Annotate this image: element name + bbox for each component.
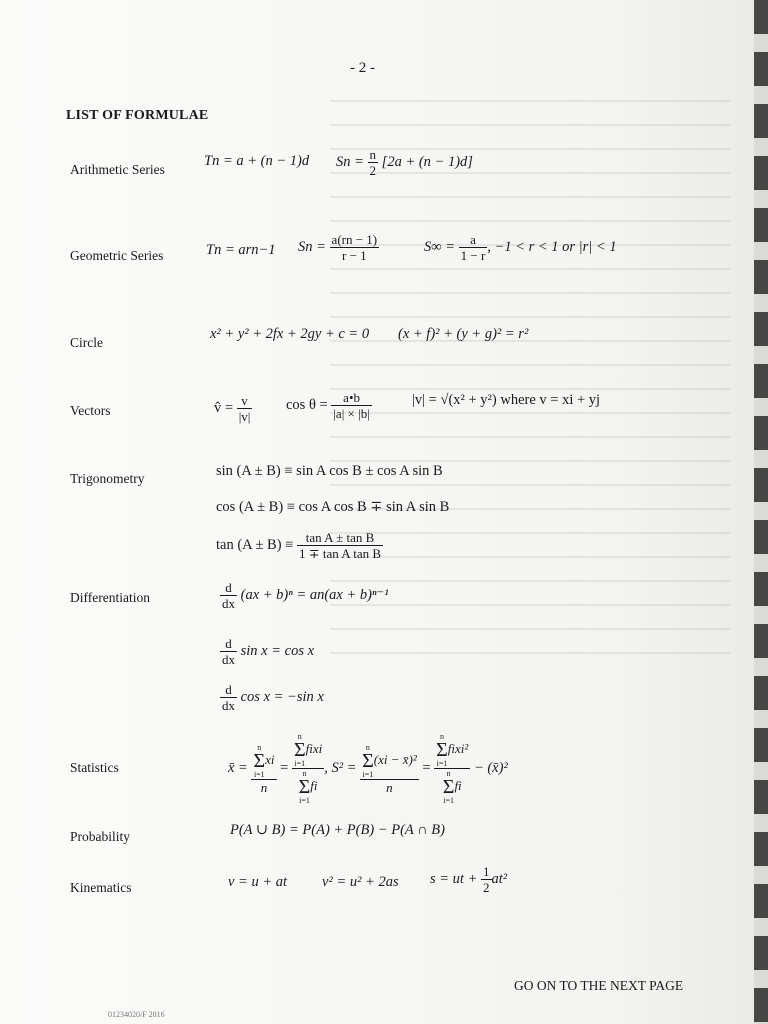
formula-statistics: x̄ = n Σ i=1 xi n = n Σ i=1 fixi n Σ i=1 fi , S² = n Σ i=1 (xi − x̄)² n = n Σ i=1 fixi² n Σ i=1 fi − (x̄)²	[228, 732, 508, 805]
topic-trigonometry: Trigonometry	[70, 471, 145, 486]
topic-statistics: Statistics	[70, 760, 119, 775]
formula-geo-tn: Tn = arn−1	[206, 242, 276, 258]
formula-unit-vector: v̂ = $\frac{v}{|v|}$	[214, 393, 251, 424]
formula-arith-sn: Sn = $\frac{n}{2}$ [2a + (n − 1)d]	[336, 147, 473, 178]
page-number: - 2 -	[350, 60, 375, 76]
formula-geo-sinf: S∞ = $\frac{a}{1 - r}$ , −1 < r < 1 or |r| < 1	[424, 232, 617, 263]
formula-cos-theta: cos θ = $\frac{a•b}{|a| \times |b|}$	[286, 390, 370, 421]
formula-kin-v-squared: v² = u² + 2as	[322, 874, 399, 890]
page-title: LIST OF FORMULAE	[66, 108, 209, 123]
topic-probability: Probability	[70, 829, 130, 844]
formula-kin-displacement: s = ut + $\frac{1}{2}$ at²	[430, 864, 508, 895]
formula-trig-sin: sin (A ± B) ≡ sin A cos B ± cos A sin B	[216, 463, 443, 479]
formula-diff-power: $\frac{d}{dx}$ (ax + b)ⁿ = an(ax + b)ⁿ⁻¹	[222, 580, 389, 611]
formula-trig-tan: tan (A ± B) ≡ $\frac{\text{tan A ± tan B}}{\text{1 ∓ tan A tan B}}$	[216, 530, 382, 561]
formula-kin-velocity: v = u + at	[228, 874, 288, 890]
formula-probability: P(A ∪ B) = P(A) + P(B) − P(A ∩ B)	[230, 822, 445, 838]
topic-vectors: Vectors	[70, 403, 111, 418]
formula-arith-tn: Tn = a + (n − 1)d	[204, 153, 310, 169]
formula-vector-magnitude: |v| = √(x² + y²) where v = xi + yj	[412, 392, 601, 408]
topic-differentiation: Differentiation	[70, 590, 150, 605]
formula-trig-cos: cos (A ± B) ≡ cos A cos B ∓ sin A sin B	[216, 499, 450, 515]
topic-arithmetic: Arithmetic Series	[70, 162, 165, 177]
topic-circle: Circle	[70, 335, 103, 350]
formula-circle-standard: (x + f)² + (y + g)² = r²	[398, 326, 529, 342]
paper-code: 01234020/F 2016	[108, 1010, 165, 1019]
topic-geometric: Geometric Series	[70, 248, 164, 263]
go-on-next-page: GO ON TO THE NEXT PAGE	[514, 978, 684, 993]
binding-edge	[754, 0, 768, 1024]
formula-geo-sn: Sn = $\frac{a(rn - 1)}{r - 1}$	[298, 232, 378, 263]
formula-circle-general: x² + y² + 2fx + 2gy + c = 0	[210, 326, 370, 342]
topic-kinematics: Kinematics	[70, 880, 132, 895]
formula-diff-cos: $\frac{d}{dx}$ cos x = −sin x	[222, 682, 324, 713]
formula-diff-sin: $\frac{d}{dx}$ sin x = cos x	[222, 636, 315, 667]
